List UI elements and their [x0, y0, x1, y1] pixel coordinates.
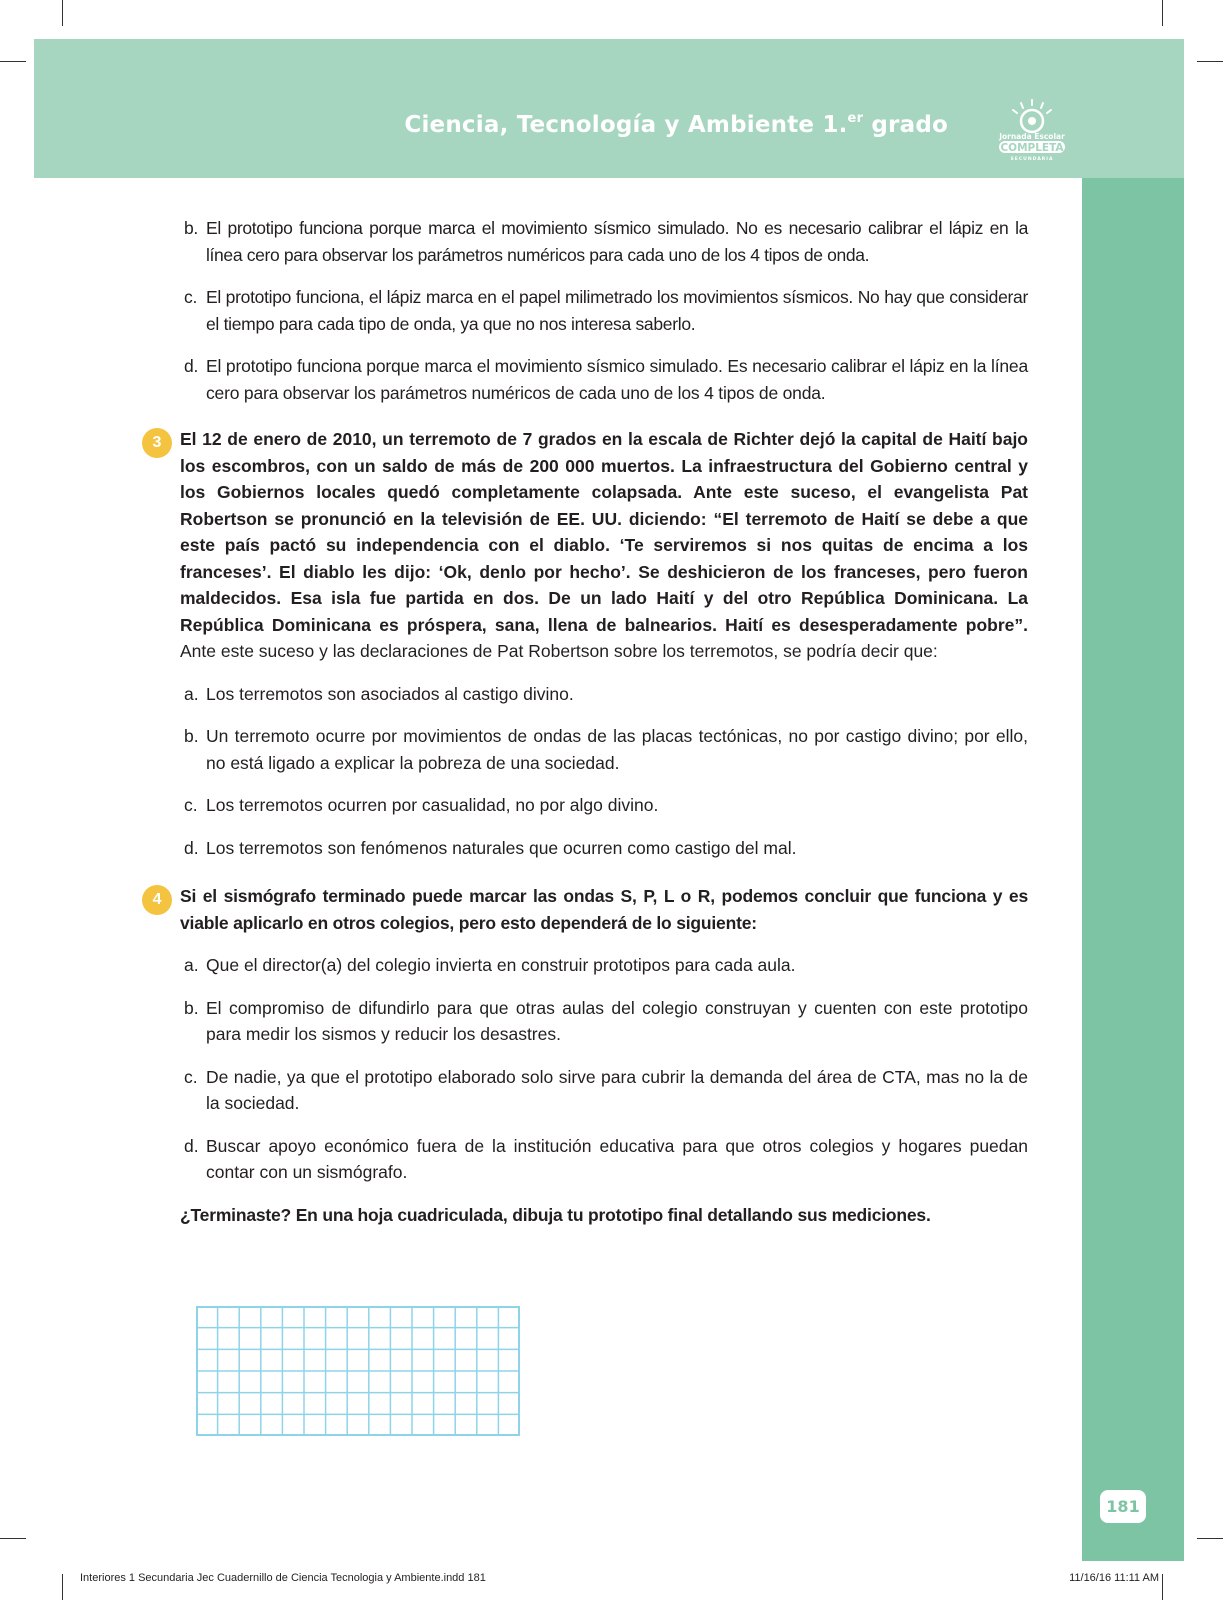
- crop-mark: [1197, 1538, 1223, 1539]
- option-text: Un terremoto ocurre por movimientos de ondas de las placas tectónicas, no por castigo divino; por ello, no está ligado a explicar la pobreza de una sociedad.: [206, 726, 1028, 773]
- question-number-badge: 4: [142, 885, 172, 915]
- question4-option-b: [180, 995, 1028, 1048]
- option-text: Que el director(a) del colegio invierta en construir prototipos para cada aula.: [206, 955, 796, 975]
- option-text: El prototipo funciona porque marca el movimiento sísmico simulado. Es necesario calibrar el lápiz en la línea cero para observar los parámetros numéricos de cada uno de los 4 tipos de onda.: [206, 356, 1028, 403]
- option-letter: c.: [184, 287, 198, 307]
- question2-option-d: [180, 353, 1028, 406]
- question4-option-d: [180, 1133, 1028, 1186]
- question4-option-a: [180, 952, 1028, 979]
- svg-text:SECUNDARIA: SECUNDARIA: [1010, 157, 1054, 162]
- option-letter: d.: [184, 356, 199, 376]
- option-letter: b.: [184, 726, 199, 746]
- page-header-title: Ciencia, Tecnología y Ambiente 1.$^{er}$ grado: [404, 111, 948, 138]
- question3-option-a: [180, 681, 1028, 708]
- option-text: El compromiso de difundirlo para que otras aulas del colegio construyan y cuenten con este prototipo para medir los sismos y reducir los desastres.: [206, 997, 1028, 1044]
- option-text: El prototipo funciona porque marca el movimiento sísmico simulado. No es necesario calibrar el lápiz en la línea cero para observar los parámetros numéricos para cada uno de los 4 tipos de onda.: [206, 218, 1028, 265]
- crop-mark: [1162, 1574, 1163, 1600]
- question-4: [152, 883, 1028, 936]
- crop-mark: [1197, 61, 1223, 62]
- grid-paper-illustration: [196, 1306, 520, 1436]
- question-statement: El 12 de enero de 2010, un terremoto de 7 grados en la escala de Richter dejó la capital de Haití bajo los escombros, con un saldo de más de 200 000 muertos. La infraestructura del Gobierno central y los Gobiernos locales quedó completamente colapsada. Ante este suceso, el evangelista Pat Robertson se pronunció en la televisión de EE. UU. diciendo: “El terremoto de Haití se debe a que este país pactó su independencia con el diablo. ‘Te serviremos si nos quitas de encima a los franceses’. El diablo les dijo: ‘Ok, denlo por hecho’. Se deshicieron de los franceses, pero fueron maldecidos. Esa isla fue partida en dos. De un lado Haití y del otro República Dominicana. La República Dominicana es próspera, sana, llena de balnearios. Haití es desesperadamente pobre”.: [180, 429, 1028, 635]
- svg-text:COMPLETA: COMPLETA: [1000, 142, 1064, 154]
- option-text: El prototipo funciona, el lápiz marca en el papel milimetrado los movimientos sísmicos. No hay que considerar el tiempo para cada tipo de onda, ya que no nos interesa saberlo.: [206, 287, 1028, 334]
- option-letter: a.: [184, 955, 199, 975]
- option-letter: a.: [184, 683, 199, 704]
- question3-option-b: [180, 723, 1028, 776]
- question3-option-d: [180, 835, 1028, 862]
- option-text: De nadie, ya que el prototipo elaborado solo sirve para cubrir la demanda del área de CTA, mas no la de la sociedad.: [206, 1066, 1028, 1113]
- crop-mark: [62, 1574, 63, 1600]
- crop-mark: [0, 1538, 26, 1539]
- option-letter: b.: [184, 218, 198, 238]
- question-number-badge: 3: [142, 428, 172, 458]
- final-prompt: ¿Terminaste? En una hoja cuadriculada, dibuja tu prototipo final detallando sus mediciones.: [180, 1204, 931, 1225]
- question-3: [152, 426, 1028, 665]
- option-text: Los terremotos ocurren por casualidad, no por algo divino.: [206, 795, 659, 815]
- option-letter: b.: [184, 997, 199, 1018]
- option-letter: c.: [184, 1066, 198, 1087]
- crop-mark: [0, 61, 26, 62]
- question-statement: Si el sismógrafo terminado puede marcar las ondas S, P, L o R, podemos concluir que funciona y es viable aplicarlo en otros colegios, pero esto dependerá de lo siguiente:: [180, 886, 1028, 933]
- jornada-escolar-completa-logo: [990, 98, 1074, 162]
- page-number: 181: [1100, 1490, 1146, 1523]
- footer-date: 11/16/16 11:11 AM: [1069, 1572, 1159, 1584]
- question4-option-c: [180, 1064, 1028, 1117]
- question3-option-c: [180, 792, 1028, 819]
- crop-mark: [1162, 0, 1163, 26]
- svg-text:Jornada Escolar: Jornada Escolar: [999, 132, 1065, 141]
- crop-mark: [62, 0, 63, 26]
- option-letter: d.: [184, 1135, 199, 1156]
- option-text: Los terremotos son asociados al castigo divino.: [206, 683, 574, 704]
- footer-file-info: Interiores 1 Secundaria Jec Cuadernillo de Ciencia Tecnologia y Ambiente.indd 181: [80, 1572, 486, 1584]
- option-text: Buscar apoyo económico fuera de la institución educativa para que otros colegios y hogares puedan contar con un sismógrafo.: [206, 1135, 1028, 1182]
- option-text: Los terremotos son fenómenos naturales que ocurren como castigo del mal.: [206, 837, 797, 858]
- option-letter: c.: [184, 795, 198, 815]
- main-content: [152, 215, 1028, 1228]
- question2-option-c: [180, 284, 1028, 337]
- side-band: [1082, 178, 1184, 1561]
- question2-option-b: [180, 215, 1028, 268]
- question-prompt: Ante este suceso y las declaraciones de Pat Robertson sobre los terremotos, se podría decir que:: [180, 641, 938, 661]
- option-letter: d.: [184, 837, 199, 858]
